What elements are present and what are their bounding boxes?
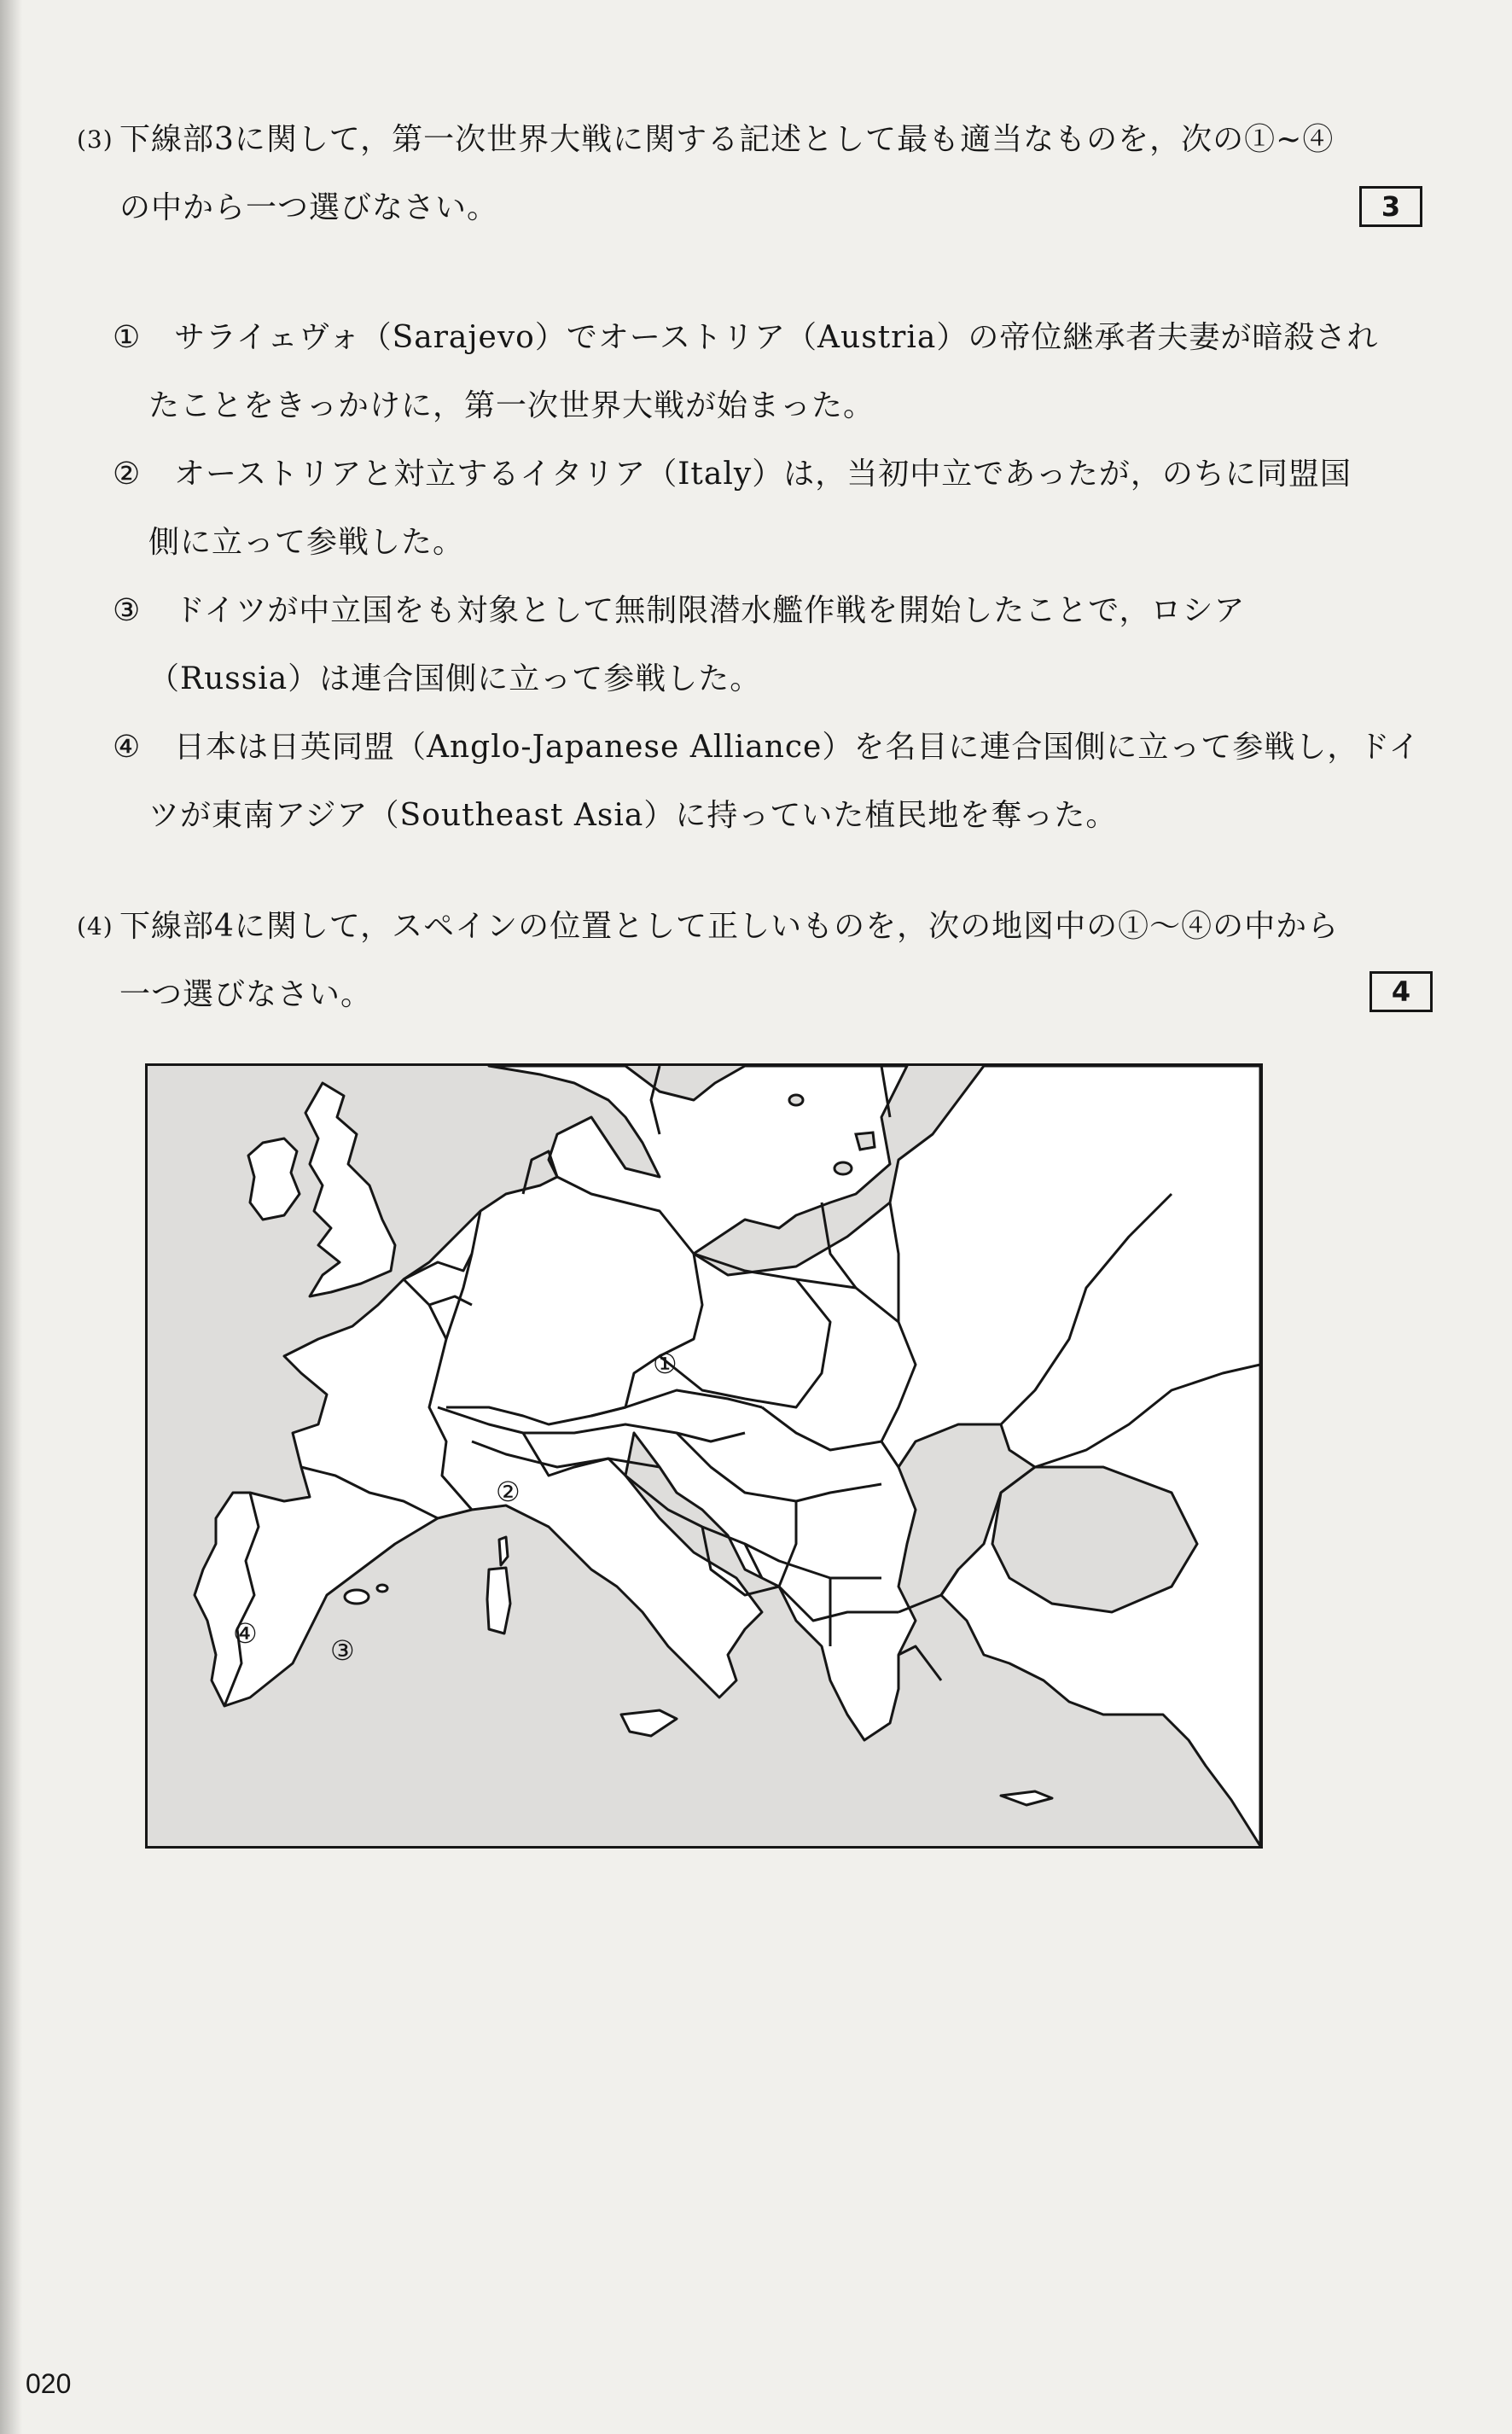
answer-box-3[interactable]: 3	[1359, 186, 1422, 227]
question-4-line-1: 下線部4に関して，スペインの位置として正しいものを，次の地図中の①～④の中から	[119, 909, 1340, 944]
page-number: 020	[26, 2368, 72, 2399]
question-4-line-2: 一つ選びなさい。	[119, 977, 373, 1012]
choice-mark: ①	[113, 320, 142, 355]
map-label-1[interactable]: ①	[653, 1348, 677, 1380]
choice-text-line-1: オーストリアと対立するイタリア（Italy）は，当初中立であったが，のちに同盟国	[174, 457, 1352, 492]
choice-text-line-2: 側に立って参戦した。	[148, 525, 465, 560]
lake-2	[856, 1133, 875, 1150]
question-3-line-1: 下線部3に関して，第一次世界大戦に関する記述として最も適当なものを，次の①~④	[119, 122, 1335, 157]
choice-text-line-2: （Russia）は連合国側に立って参戦した。	[148, 661, 762, 696]
choice-text-line-2: ツが東南アジア（Southeast Asia）に持っていた植民地を奪った。	[148, 798, 1118, 833]
choice-3-1[interactable]	[113, 304, 1444, 440]
choice-text-line-1: ドイツが中立国をも対象として無制限潜水艦作戦を開始したことで，ロシア	[174, 593, 1246, 628]
sicily-island	[621, 1710, 677, 1736]
choice-text-line-1: 日本は日英同盟（Anglo-Japanese Alliance）を名目に連合国側に立って参戦し，ドイ	[174, 730, 1421, 765]
corsica-island	[499, 1537, 508, 1565]
map-label-2[interactable]: ②	[496, 1476, 520, 1508]
europe-map-drawing	[148, 1066, 1260, 1846]
balearic-island-small	[377, 1585, 387, 1592]
choice-3-4[interactable]	[113, 713, 1444, 850]
question-3-prompt	[77, 106, 1438, 242]
choice-text-line-1: サライェヴォ（Sarajevo）でオーストリア（Austria）の帝位継承者夫妻が暗殺され	[174, 320, 1379, 355]
answer-box-4[interactable]: 4	[1370, 971, 1433, 1012]
crete-island	[1001, 1791, 1052, 1805]
choice-mark: ④	[113, 730, 142, 765]
page-binding-shadow	[0, 0, 22, 2434]
choice-text-line-2: たことをきっかけに，第一次世界大戦が始まった。	[148, 388, 875, 423]
question-4-prompt	[77, 893, 1438, 1029]
map-label-4[interactable]: ④	[233, 1617, 258, 1650]
sardinia-island	[487, 1568, 510, 1633]
balearic-island	[345, 1590, 369, 1604]
lake	[789, 1095, 803, 1105]
question-4-number: (4)	[77, 912, 113, 940]
lake-3	[835, 1162, 852, 1174]
choice-mark: ③	[113, 593, 142, 628]
map-label-3[interactable]: ③	[330, 1634, 355, 1667]
choice-3-2[interactable]	[113, 440, 1444, 577]
europe-map	[145, 1063, 1263, 1849]
choice-3-3[interactable]	[113, 577, 1444, 713]
question-3-number: (3)	[77, 125, 113, 154]
choice-mark: ②	[113, 457, 142, 492]
question-3-line-2: の中から一つ選びなさい。	[119, 190, 499, 225]
ireland-island	[248, 1138, 299, 1220]
great-britain-island	[305, 1083, 395, 1296]
